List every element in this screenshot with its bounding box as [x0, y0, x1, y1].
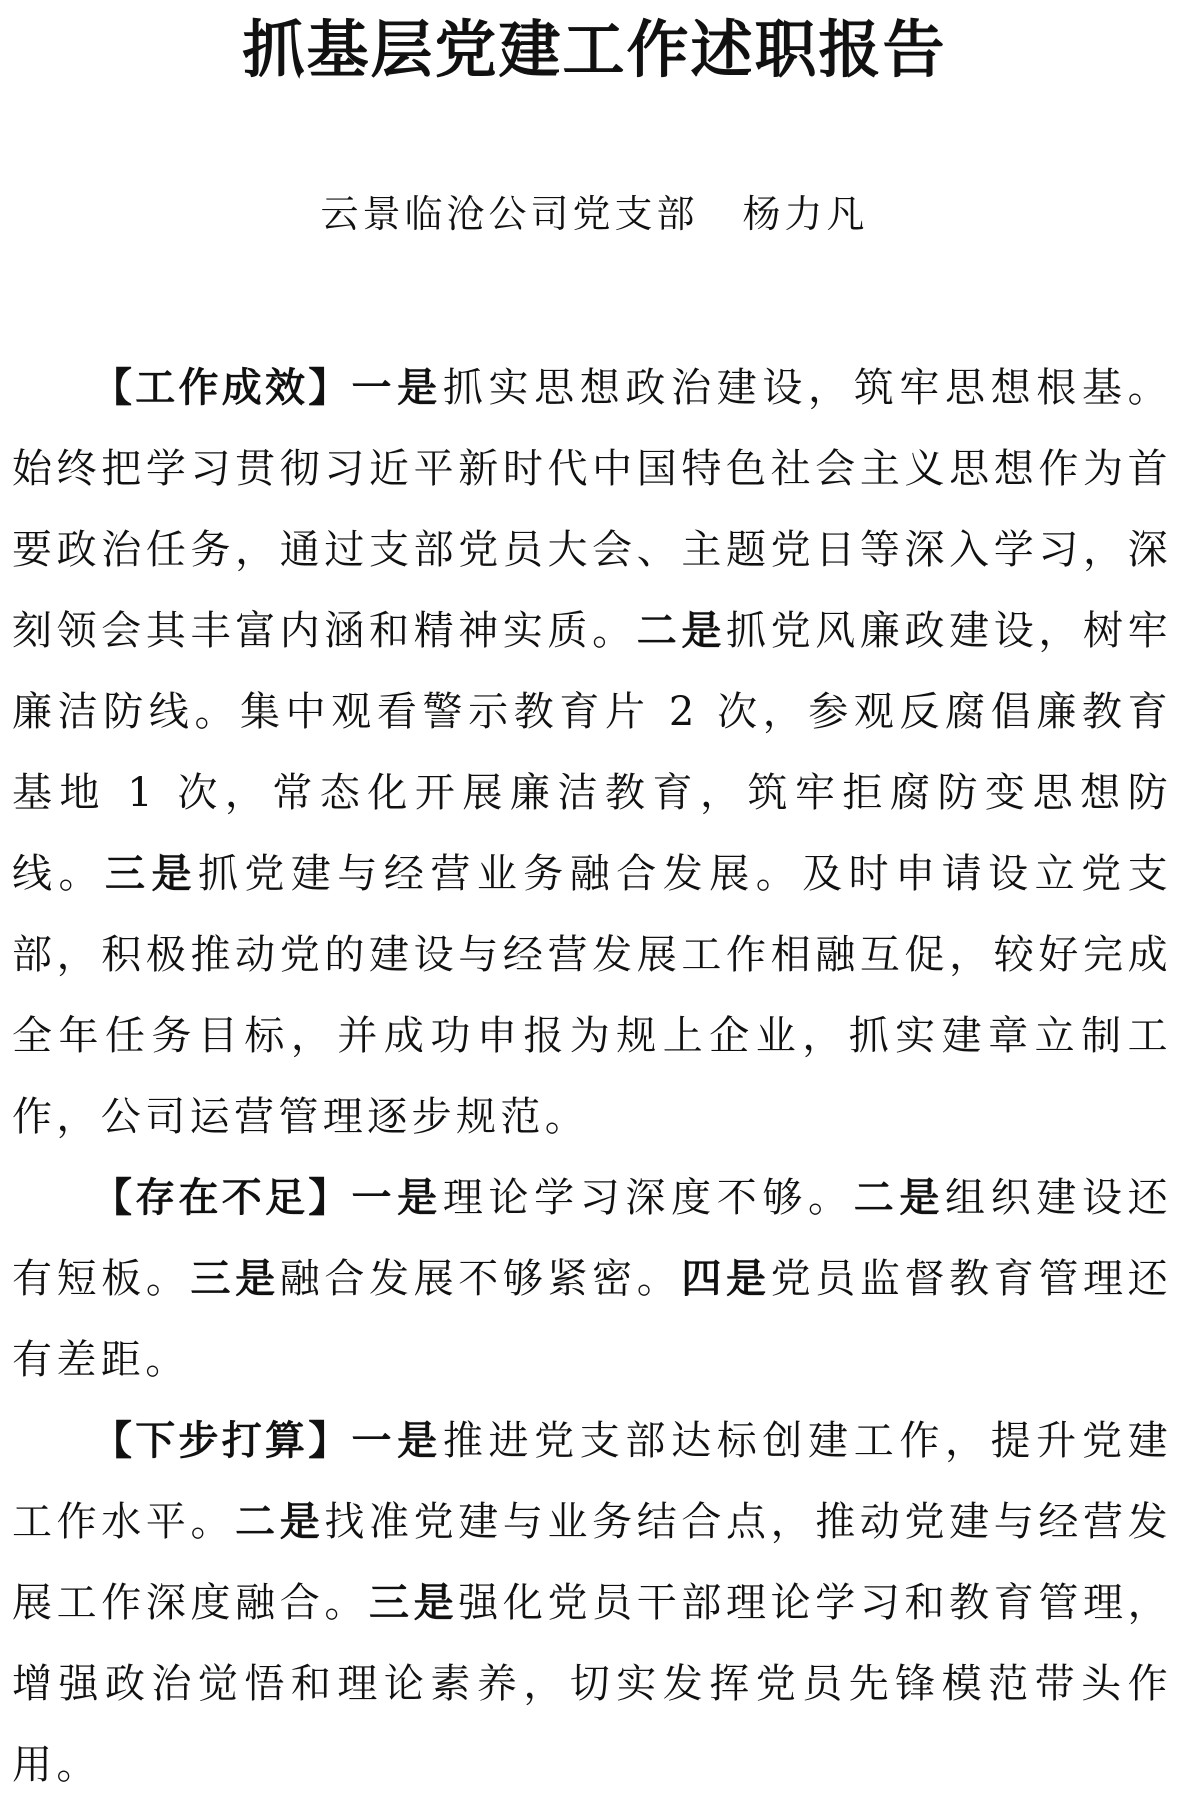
point-text: 找准党建与业务结合点，推动党建与经营发展工作深度融合。	[12, 1499, 1172, 1626]
point-lead: 一是	[351, 365, 443, 411]
point-text: 融合发展不够紧密。	[279, 1256, 682, 1302]
section-heading: 【下步打算】	[92, 1418, 352, 1464]
point-lead: 二是	[235, 1499, 325, 1545]
section-achievements	[12, 348, 1172, 1158]
point-text: 抓党建与经营业务融合发展。及时申请设立党支部，积极推动党的建设与经营发展工作相融互促，较好完成全年任务目标，并成功申报为规上企业，抓实建章立制工作，公司运营管理逐步规范。	[12, 851, 1172, 1140]
point-text: 组织建设还有短板。	[12, 1175, 1173, 1302]
point-lead: 二是	[853, 1175, 945, 1221]
author-line	[0, 188, 1189, 240]
point-lead: 三是	[190, 1256, 280, 1302]
point-lead: 三是	[104, 851, 198, 897]
point-lead: 四是	[681, 1256, 771, 1302]
point-lead: 二是	[636, 608, 726, 654]
author-name: 杨力凡	[742, 192, 869, 236]
point-text: 推进党支部达标创建工作，提升党建工作水平。	[12, 1418, 1172, 1545]
report-body	[12, 348, 1172, 1806]
point-text: 理论学习深度不够。	[442, 1175, 854, 1221]
section-heading: 【存在不足】	[92, 1175, 352, 1221]
author-organization: 云景临沧公司党支部	[320, 192, 699, 236]
point-text: 党员监督教育管理还有差距。	[12, 1256, 1172, 1383]
section-heading: 【工作成效】	[92, 365, 352, 411]
document-title: 抓基层党建工作述职报告	[242, 13, 947, 86]
point-lead: 三是	[369, 1580, 459, 1626]
point-text: 抓实思想政治建设，筑牢思想根基。始终把学习贯彻习近平新时代中国特色社会主义思想作为首要政治任务，通过支部党员大会、主题党日等深入学习，深刻领会其丰富内涵和精神实质。	[12, 365, 1172, 654]
point-lead: 一是	[351, 1418, 443, 1464]
point-lead: 一是	[351, 1175, 443, 1221]
section-shortcomings	[12, 1158, 1172, 1401]
point-text: 强化党员干部理论学习和教育管理，增强政治觉悟和理论素养，切实发挥党员先锋模范带头作用。	[12, 1580, 1172, 1788]
section-next-steps	[12, 1401, 1172, 1806]
point-text: 抓党风廉政建设，树牢廉洁防线。集中观看警示教育片 2 次，参观反腐倡廉教育基地 1 次，常态化开展廉洁教育，筑牢拒腐防变思想防线。	[12, 608, 1172, 897]
